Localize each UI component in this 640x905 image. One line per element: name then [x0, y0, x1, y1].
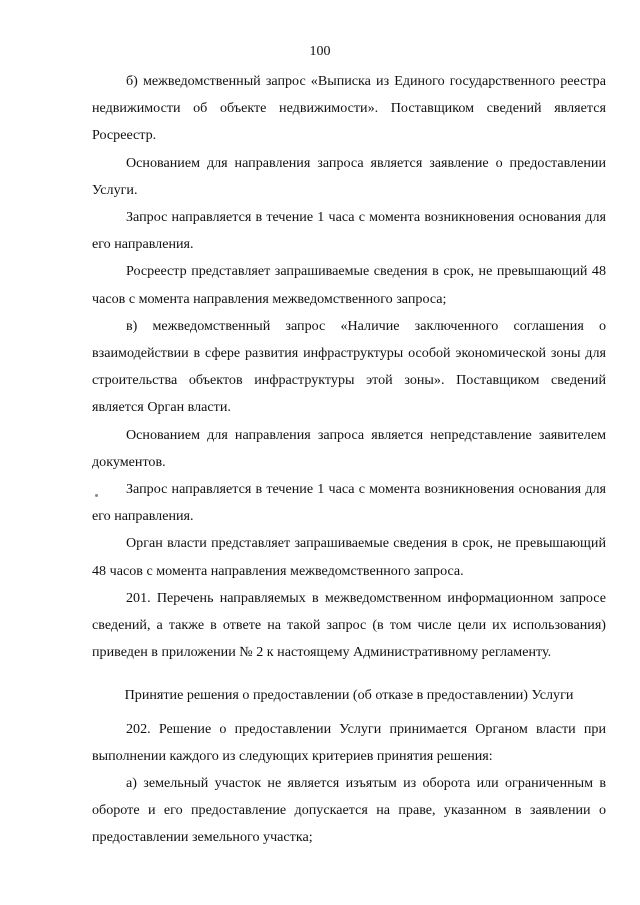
scan-speck	[95, 494, 98, 497]
paragraph-basis-2: Основанием для направления запроса является непредставление заявителем документов.	[92, 426, 606, 470]
paragraph-timing-1: Запрос направляется в течение 1 часа с момента возникновения основания для его направления.	[92, 209, 606, 253]
paragraph-timing-2: Запрос направляется в течение 1 часа с момента возникновения основания для его направления.	[92, 481, 606, 525]
paragraph-criterion-a: а) земельный участок не является изъятым из оборота или ограниченным в обороте и его предоставление допускается на праве, указанном в заявлении о предоставлении земельного участка;	[92, 775, 606, 846]
paragraph-202: 202. Решение о предоставлении Услуги принимается Органом власти при выполнении каждого из следующих критериев принятия решения:	[92, 720, 606, 764]
document-body	[92, 68, 606, 852]
paragraph-authority-term: Орган власти представляет запрашиваемые сведения в срок, не превышающий 48 часов с момента направления межведомственного запроса.	[92, 535, 606, 579]
page-number: 100	[309, 44, 331, 59]
paragraph-201: 201. Перечень направляемых в межведомственном информационном запросе сведений, а также в ответе на такой запрос (в том числе цели их использования) приведен в приложении № 2 к настоящему Административному регламенту.	[92, 589, 606, 661]
paragraph-rosreestr-term: Росреестр представляет запрашиваемые сведения в срок, не превышающий 48 часов с момента направления межведомственного запроса;	[92, 263, 606, 307]
paragraph-request-b: б) межведомственный запрос «Выписка из Единого государственного реестра недвижимости об объекте недвижимости». Поставщиком сведений является Росреестр.	[92, 73, 606, 144]
paragraph-basis-1: Основанием для направления запроса является заявление о предоставлении Услуги.	[92, 154, 606, 198]
paragraph-request-c: в) межведомственный запрос «Наличие заключенного соглашения о взаимодействии в сфере развития инфраструктуры особой экономической зоны для строительства объектов инфраструктуры этой зоны». Поставщиком сведений является Орган власти.	[92, 317, 606, 416]
section-heading: Принятие решения о предоставлении (об отказе в предоставлении) Услуги	[124, 687, 574, 704]
